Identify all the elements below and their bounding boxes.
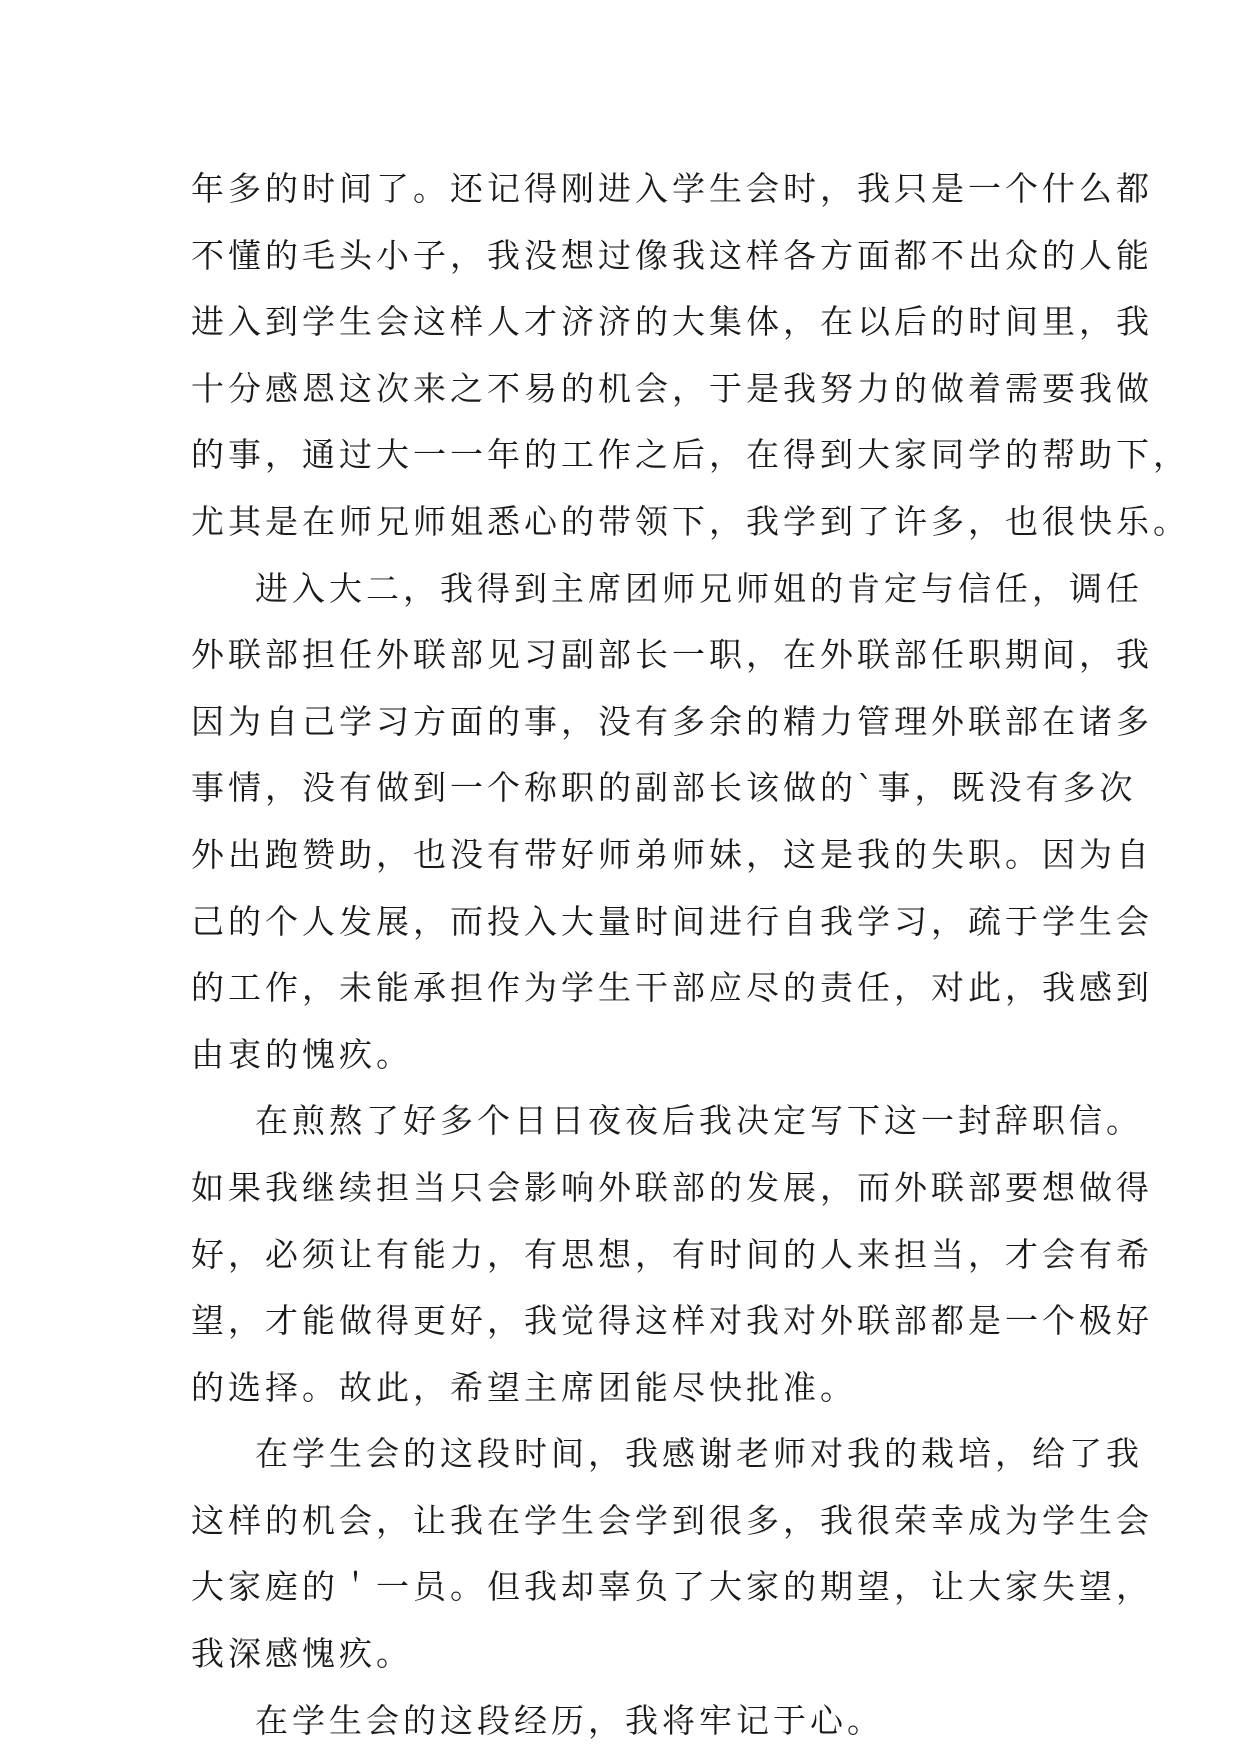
text-line: 在学生会的这段时间，我感谢老师对我的栽培，给了我: [255, 1434, 1143, 1474]
text-line: 望，才能做得更好，我觉得这样对我对外联部都是一个极好: [191, 1301, 1153, 1341]
text-line: 进入大二，我得到主席团师兄师姐的肯定与信任，调任: [255, 568, 1143, 608]
text-line: 己的个人发展，而投入大量时间进行自我学习，疏于学生会: [191, 901, 1153, 941]
text-line: 好，必须让有能力，有思想，有时间的人来担当，才会有希: [191, 1234, 1153, 1274]
text-line: 外出跑赞助，也没有带好师弟师妹，这是我的失职。因为自: [191, 834, 1153, 874]
text-line: 大家庭的＇一员。但我却辜负了大家的期望，让大家失望，: [191, 1567, 1153, 1607]
paragraph: [191, 1421, 1153, 1687]
text-line: 十分感恩这次来之不易的机会，于是我努力的做着需要我做: [191, 368, 1153, 408]
text-line: 进入到学生会这样人才济济的大集体，在以后的时间里，我: [191, 302, 1153, 342]
text-line: 的选择。故此，希望主席团能尽快批准。: [191, 1367, 857, 1407]
text-line: 的工作，未能承担作为学生干部应尽的责任，对此，我感到: [191, 968, 1153, 1008]
text-line: 的事，通过大一一年的工作之后，在得到大家同学的帮助下，: [191, 435, 1190, 475]
paragraph: [191, 156, 1190, 556]
text-line: 如果我继续担当只会影响外联部的发展，而外联部要想做得: [191, 1167, 1153, 1207]
text-line: 事情，没有做到一个称职的副部长该做的`事，既没有多次: [191, 768, 1137, 808]
letter-body: [191, 156, 1190, 1754]
text-line: 由衷的愧疚。: [191, 1034, 413, 1074]
paragraph: [191, 1688, 1071, 1754]
text-line: 外联部担任外联部见习副部长一职，在外联部任职期间，我: [191, 635, 1153, 675]
text-line: 不懂的毛头小子，我没想过像我这样各方面都不出众的人能: [191, 235, 1153, 275]
text-line: 在学生会的这段经历，我将牢记于心。: [255, 1700, 884, 1740]
text-line: 因为自己学习方面的事，没有多余的精力管理外联部在诸多: [191, 701, 1153, 741]
text-line: 我深感愧疚。: [191, 1634, 413, 1674]
text-line: 年多的时间了。还记得刚进入学生会时，我只是一个什么都: [191, 169, 1153, 208]
paragraph: [191, 556, 1153, 1089]
text-line: 尤其是在师兄师姐悉心的带领下，我学到了许多，也很快乐。: [191, 501, 1190, 541]
paragraph: [191, 1088, 1153, 1421]
text-line: 在煎熬了好多个日日夜夜后我决定写下这一封辞职信。: [255, 1101, 1143, 1141]
text-line: 这样的机会，让我在学生会学到很多，我很荣幸成为学生会: [191, 1500, 1153, 1540]
